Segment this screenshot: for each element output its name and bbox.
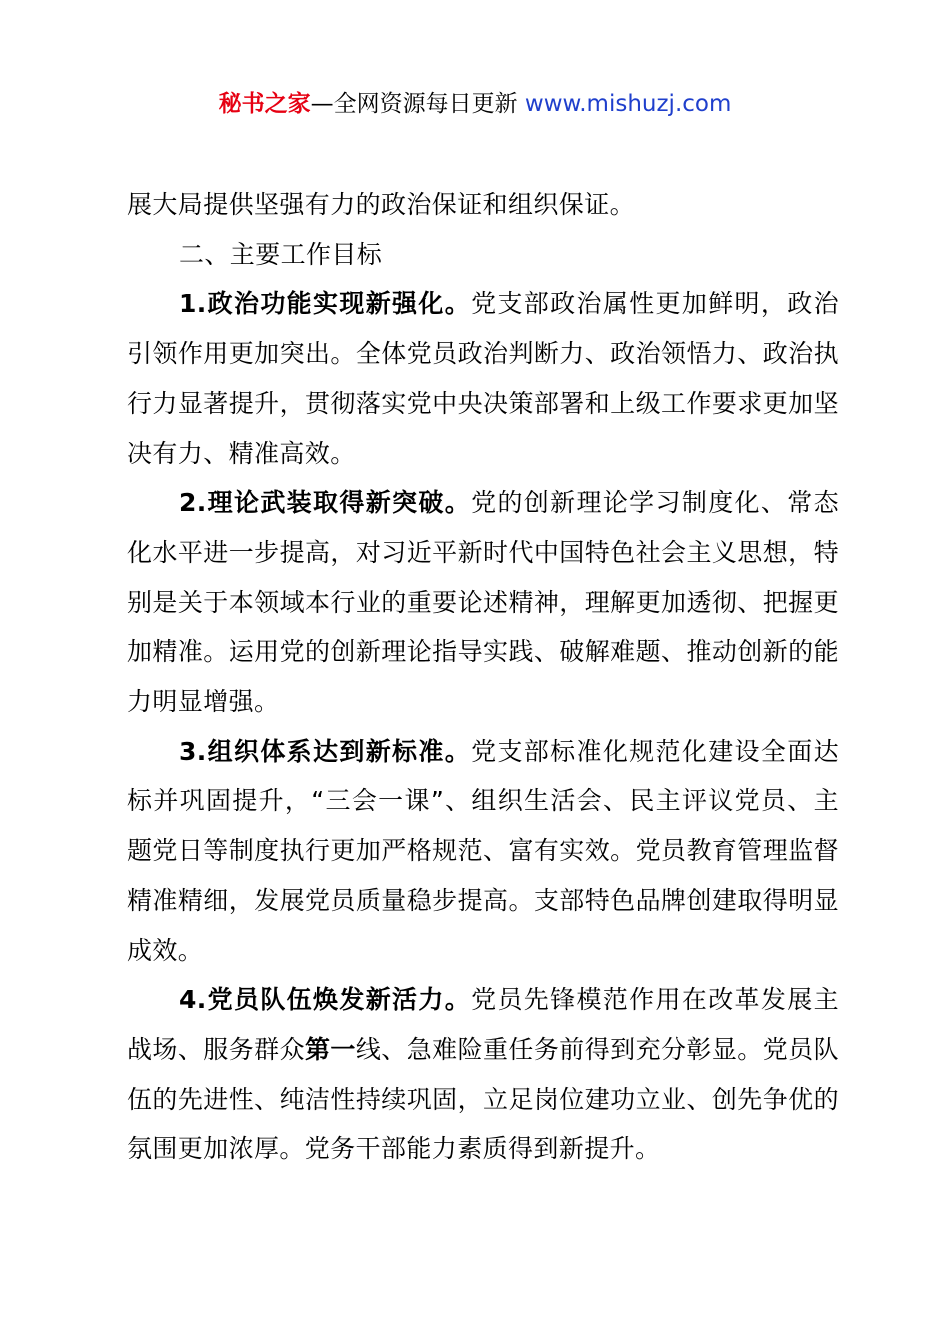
goal-paragraph-1 (127, 279, 839, 478)
goal-heading-3: 3.组织体系达到新标准。 (179, 736, 472, 766)
goal-paragraph-2 (127, 478, 839, 727)
goal-heading-1: 1.政治功能实现新强化。 (179, 289, 472, 319)
goal-text-3: 党支部标准化规范化建设全面达标并巩固提升，“三会一课”、组织生活会、民主评议党员、主题党日等制度执行更加严格规范、富有实效。党员教育管理监督精准精细，发展党员质量稳步提高。支部特色品牌创建取得明显成效。 (127, 736, 839, 965)
continuation-paragraph: 展大局提供坚强有力的政治保证和组织保证。 (127, 190, 636, 219)
header-tagline: —全网资源每日更新 (310, 91, 525, 117)
goal-heading-2: 2.理论武装取得新突破。 (179, 488, 472, 518)
page-header (0, 86, 950, 122)
header-brand: 秘书之家 (218, 91, 311, 117)
goal-paragraph-3 (127, 727, 839, 976)
goal-text-4-part-1: 党员先锋模范作用在改革发展主战场、服务群众 (127, 985, 839, 1064)
document-body (127, 180, 839, 1174)
goal-paragraph-4 (127, 975, 839, 1174)
goal-text-4-part-2: 线、急难险重任务前得到充分彰显。党员队伍的先进性、纯洁性持续巩固，立足岗位建功立业、创先争优的氛围更加浓厚。党务干部能力素质得到新提升。 (127, 1034, 839, 1164)
header-url[interactable]: www.mishuzj.com (524, 91, 732, 117)
goal-text-4-bold: 第一 (305, 1034, 356, 1064)
section-title: 二、主要工作目标 (179, 239, 383, 269)
goal-text-1: 党支部政治属性更加鲜明，政治引领作用更加突出。全体党员政治判断力、政治领悟力、政治执行力显著提升，贯彻落实党中央决策部署和上级工作要求更加坚决有力、精准高效。 (127, 289, 839, 468)
goal-heading-4: 4.党员队伍焕发新活力。 (179, 985, 472, 1015)
goal-text-2: 党的创新理论学习制度化、常态化水平进一步提高，对习近平新时代中国特色社会主义思想，特别是关于本领域本行业的重要论述精神，理解更加透彻、把握更加精准。运用党的创新理论指导实践、破解难题、推动创新的能力明显增强。 (127, 488, 839, 717)
